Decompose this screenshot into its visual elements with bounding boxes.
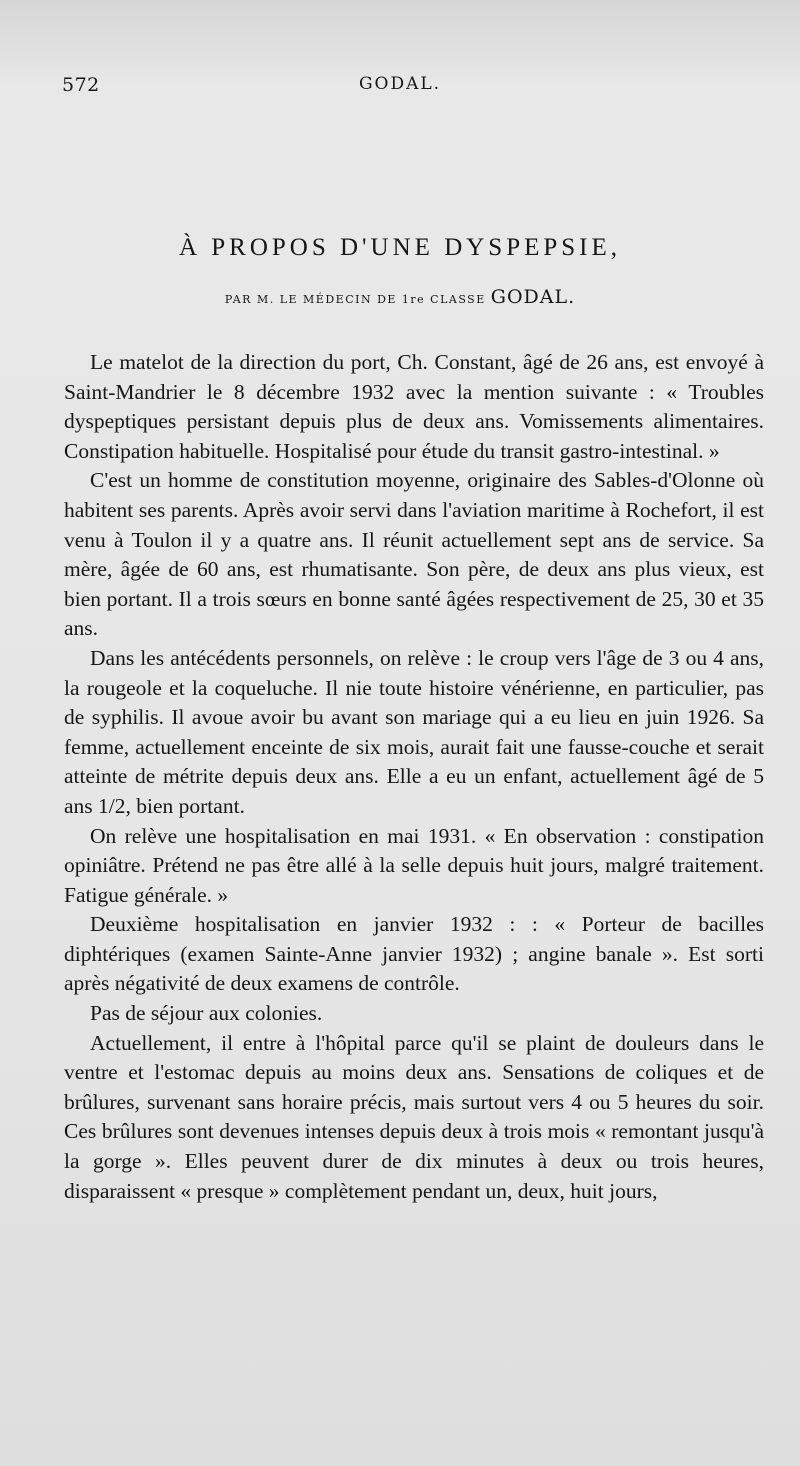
paragraph-4: On relève une hospitalisation en mai 1931. « En observation : constipation opiniâtre. Prétend ne pas être allé à la selle depuis huit jours, malgré traitement. Fatigue générale. » [64, 823, 764, 907]
paragraph-3: Dans les antécédents personnels, on relève : le croup vers l'âge de 3 ou 4 ans, la rougeole et la coqueluche. Il nie toute histoire vénérienne, en particulier, pas de syphilis. Il avoue avoir bu avant son mariage qui a eu lieu en juin 1926. Sa femme, actuellement enceinte de six mois, aurait fait une fausse-couche et serait atteinte de métrite depuis deux ans. Elle a eu un enfant, actuellement âgé de 5 ans 1/2, bien portant. [64, 645, 764, 818]
page-number: 572 [62, 74, 100, 96]
paragraph-1: Le matelot de la direction du port, Ch. Constant, âgé de 26 ans, est envoyé à Saint-Mandrier le 8 décembre 1932 avec la mention suivante : « Troubles dyspeptiques persistant depuis plus de deux ans. Vomissements alimentaires. Constipation habituelle. Hospitalisé pour étude du transit gastro-intestinal. » [64, 350, 764, 463]
byline-prefix: PAR M. LE MÉDECIN DE 1re CLASSE [224, 293, 486, 306]
paragraph-5: Deuxième hospitalisation en janvier 1932 : : « Porteur de bacilles diphtériques (examen Sainte-Anne janvier 1932) ; angine banale ». Est sorti après négativité de deux examens de contrôle. [64, 912, 764, 996]
paragraph-6: Pas de séjour aux colonies. [90, 1001, 323, 1026]
article-title: À PROPOS D'UNE DYSPEPSIE, [178, 234, 622, 261]
article-byline [60, 286, 740, 308]
running-head: GODAL. [358, 74, 442, 94]
article-body [64, 348, 764, 1206]
paragraph-2: C'est un homme de constitution moyenne, originaire des Sables-d'Olonne où habitent ses parents. Après avoir servi dans l'aviation maritime à Rochefort, il est venu à Toulon il y a quatre ans. Il réunit actuellement sept ans de service. Sa mère, âgée de 60 ans, est rhumatisante. Son père, de deux ans plus vieux, est bien portant. Il a trois sœurs en bonne santé âgées respectivement de 25, 30 et 35 ans. [64, 468, 764, 641]
byline-author: GODAL. [490, 286, 576, 308]
paragraph-7: Actuellement, il entre à l'hôpital parce qu'il se plaint de douleurs dans le ventre et l'estomac depuis au moins deux ans. Sensations de coliques et de brûlures, survenant sans horaire précis, mais surtout vers 4 ou 5 heures du soir. Ces brûlures sont devenues intenses depuis deux à trois mois « remontant jusqu'à la gorge ». Elles peuvent durer de dix minutes à deux ou trois heures, disparaissent « presque » complètement pendant un, deux, huit jours, [64, 1030, 764, 1203]
page-header [62, 74, 738, 104]
